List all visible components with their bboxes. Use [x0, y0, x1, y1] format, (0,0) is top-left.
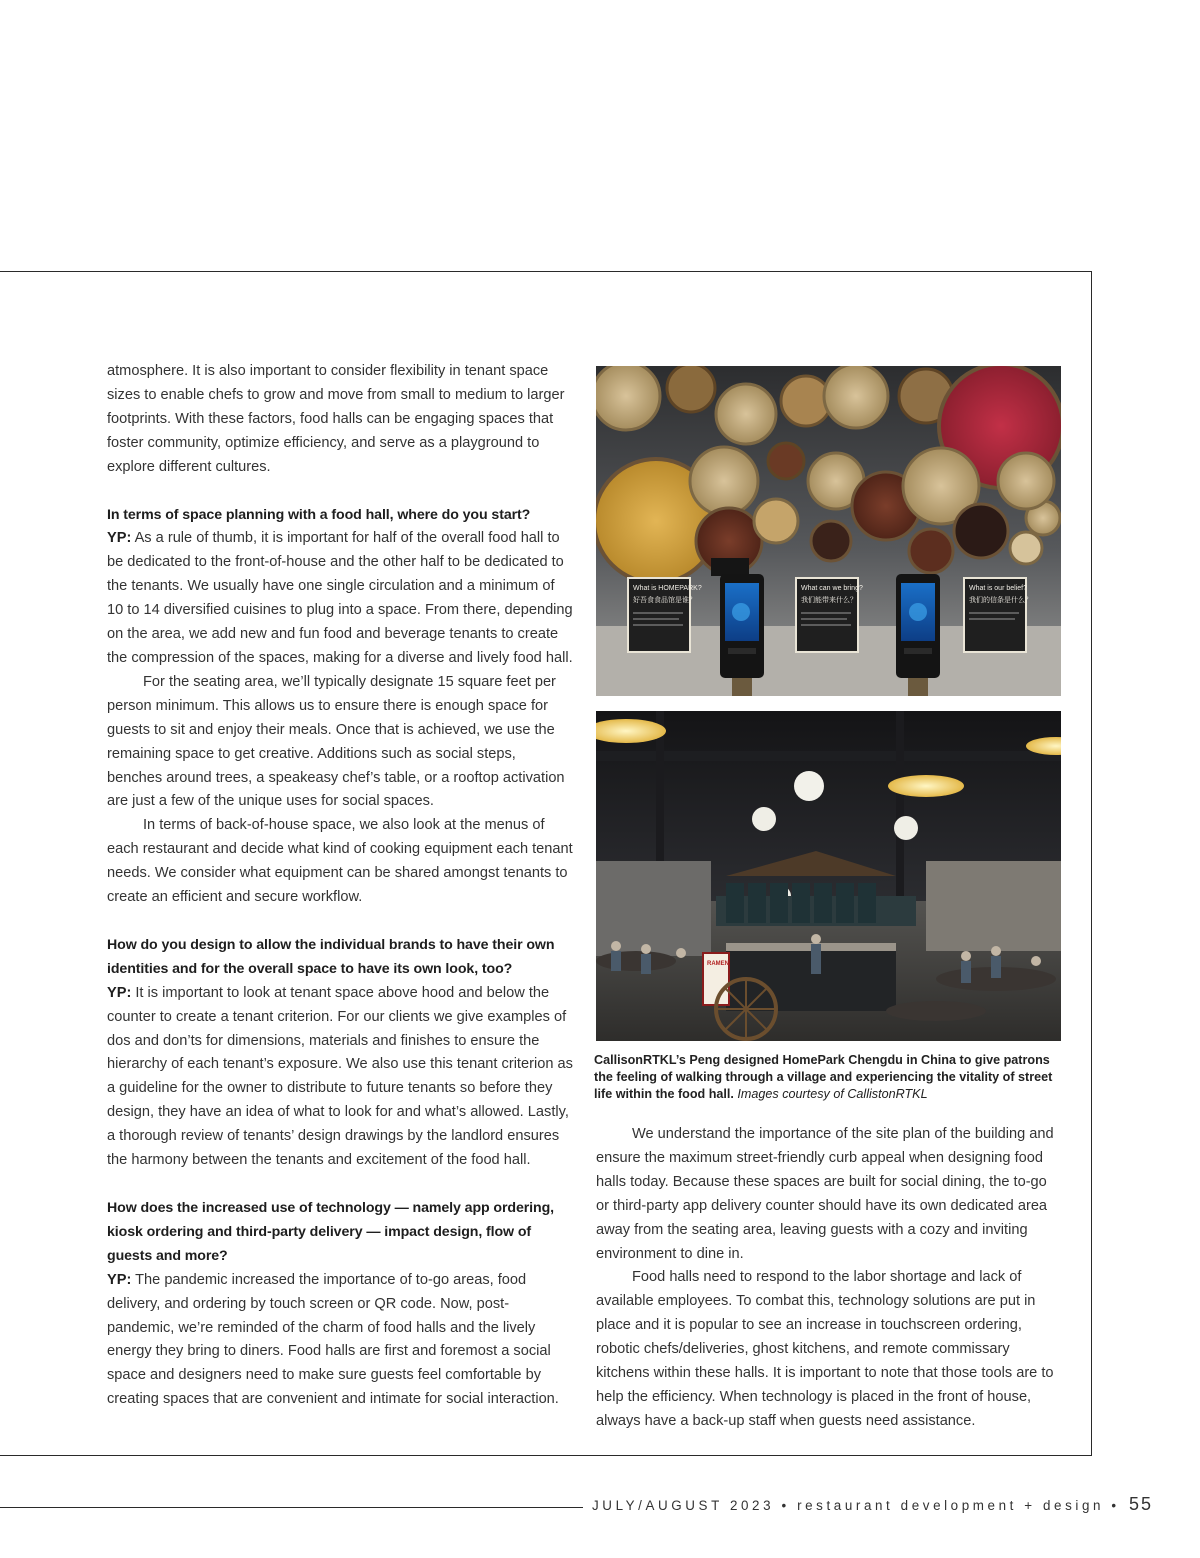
right-column — [596, 1123, 1062, 1434]
panel3-cn-label: 我们的信条是什么？ — [969, 596, 1032, 604]
speaker-label: YP: — [107, 1271, 132, 1288]
footer-publication: JULY/AUGUST 2023 • restaurant development + design • — [592, 1498, 1120, 1513]
panel2-en-label: What can we bring? — [801, 585, 863, 592]
photo-credit: Images courtesy of CallistonRTKL — [737, 1087, 928, 1102]
photo-caption — [594, 1052, 1064, 1104]
caption-text: CallisonRTKL’s Peng designed HomePark Chengdu in China to give patrons the feeling of walking through a village and experiencing the vitality of street life within the food hall. — [594, 1053, 1053, 1102]
labor-shortage-paragraph: Food halls need to respond to the labor shortage and lack of available employees. To combat this, technology solutions are put in place and it is popular to see an increase in touchscreen ordering, robotic chefs/deliveries, ghost kitchens, and remote commissary kitchens within these halls. It is important to note that those tools are to help the efficiency. When technology is placed in the front of house, always have a back-up staff when guests need assistance. — [596, 1269, 1054, 1429]
question-brand-identity: How do you design to allow the individual brands to have their own identities and for the overall space to have its own look, too? — [107, 936, 555, 977]
kiosk-right — [896, 574, 940, 696]
question-technology: How does the increased use of technology — namely app ordering, kiosk ordering and third-party delivery — impact design, flow of guests and more? — [107, 1200, 555, 1264]
speaker-label: YP: — [107, 984, 132, 1001]
intro-paragraph: atmosphere. It is also important to consider flexibility in tenant space sizes to enable chefs to grow and move from small to medium to larger footprints. With these factors, food halls can be engaging spaces that foster community, optimize efficiency, and serve as a playground to explore different cultures. — [107, 363, 565, 475]
footer-rule — [0, 1507, 583, 1508]
answer-technology: YP: The pandemic increased the importance of to-go areas, food delivery, and ordering by touch screen or QR code. Now, post-pandemic, we’re reminded of the charm of food halls and the lively energy they bring to diners. Food halls are first and foremost a social space and designers need to make sure guests feel comfortable by creating spaces that are convenient and intimate for social interaction. — [107, 1271, 559, 1408]
answer-space-planning: YP: As a rule of thumb, it is important for half of the overall food hall to be dedicated to the front-of-house and the other half to be dedicated to the tenants. We usually have one single circulation and a minimum of 10 to 14 diversified cuisines to plug into a space. From there, depending on the area, we add new and fun food and beverage tenants to create the compression of the spaces, making for a diverse and lively food hall. — [107, 530, 573, 666]
panel1-cn-label: 好吾食食品馆是谁？ — [633, 596, 696, 604]
panel3-en-label: What is our belief? — [969, 585, 1027, 592]
page-footer — [592, 1494, 1153, 1515]
back-of-house-paragraph: In terms of back-of-house space, we also look at the menus of each restaurant and decide what kind of cooking equipment each tenant needs. We consider what equipment can be shared amongst tenants to create an efficient and secure workflow. — [107, 817, 573, 906]
speaker-label: YP: — [107, 530, 132, 547]
photo-food-hall-interior — [596, 711, 1061, 1041]
kiosk-left — [720, 574, 764, 696]
question-space-planning: In terms of space planning with a food hall, where do you start? — [107, 506, 531, 523]
left-column — [107, 360, 573, 1412]
page-number: 55 — [1129, 1494, 1154, 1514]
panel2-cn-label: 我们能带来什么？ — [801, 596, 857, 604]
site-plan-paragraph: We understand the importance of the site plan of the building and ensure the maximum street-friendly curb appeal when designing food halls today. Because these spaces are built for social dining, the to-go or third-party app delivery counter should have its own dedicated area away from the seating area, leaving guests with a cozy and inviting environment to dine in. — [596, 1126, 1054, 1262]
ramen-sign-label: RAMEN — [707, 961, 729, 967]
photo-spice-wall-kiosks — [596, 366, 1061, 696]
answer-brand-identity: YP: It is important to look at tenant space above hood and below the counter to create a tenant criterion. For our clients we give examples of dos and don’ts for dimensions, materials and finishes to ensure the hierarchy of each tenant’s exposure. We also use this tenant criterion as a guideline for the owner to distribute to future tenants so before they design, they have an idea of what to look for and what’s allowed. Lastly, a thorough review of tenants’ design drawings by the landlord ensures the harmony between the tenants and excitement of the food hall. — [107, 984, 573, 1169]
panel1-en-label: What is HOMEPARK? — [633, 585, 702, 592]
seating-paragraph: For the seating area, we’ll typically designate 15 square feet per person minimum. This allows us to ensure there is enough space for guests to sit and enjoy their meals. Once that is achieved, we use the remaining space to get creative. Additions such as social steps, benches around trees, a speakeasy chef’s table, or a rooftop activation are just a few of the unique uses for social spaces. — [107, 673, 565, 810]
